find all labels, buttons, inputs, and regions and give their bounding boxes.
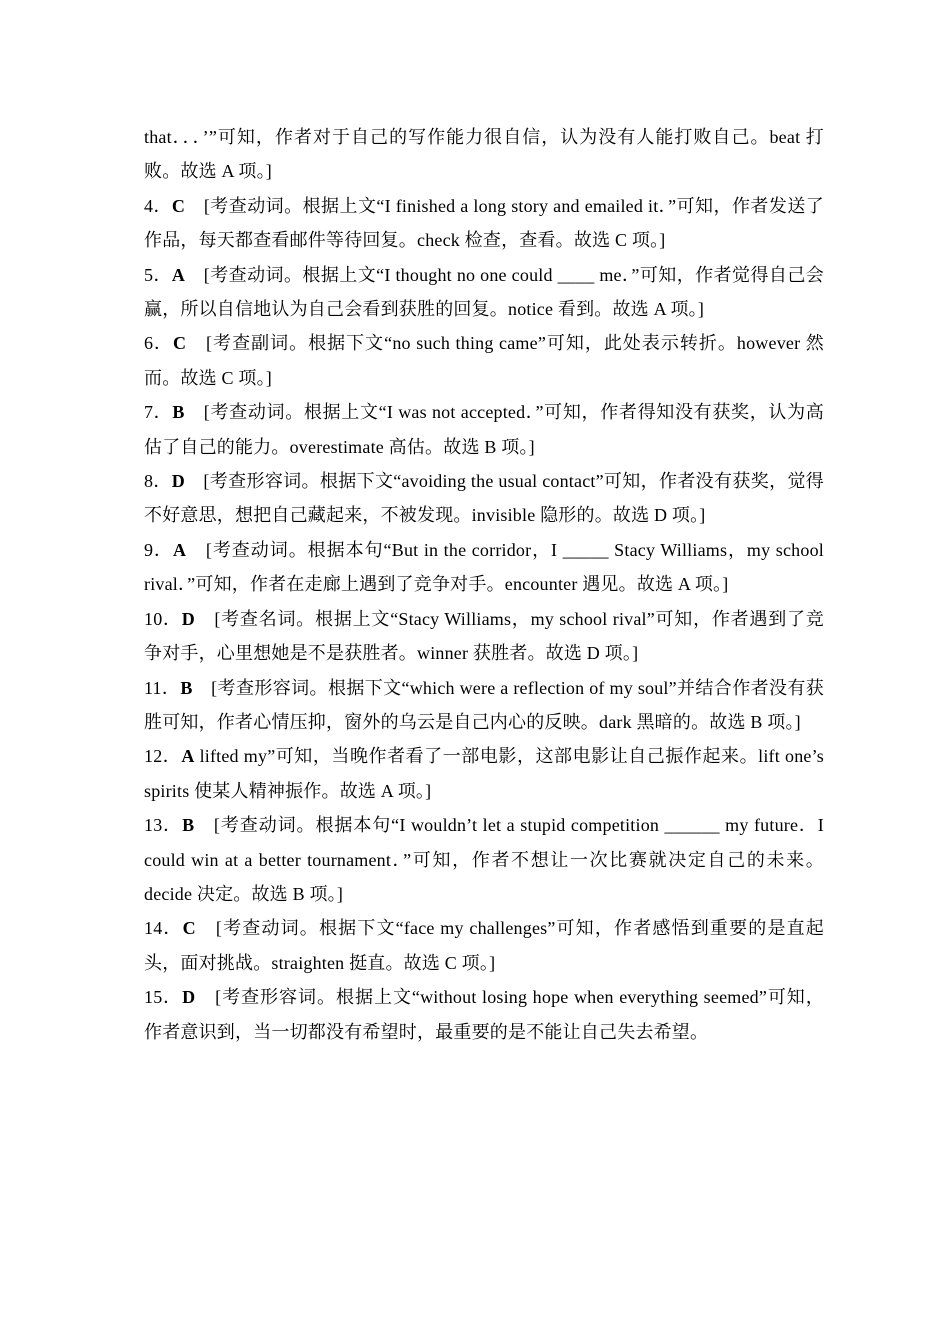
explanation-paragraph bbox=[144, 739, 824, 808]
answer-letter: A bbox=[171, 264, 186, 285]
paragraph-text: lifted my”可知，当晚作者看了一部电影，这部电影让自己振作起来。lift one’s spirits 使某人精神振作。故选 A 项。] bbox=[144, 746, 824, 801]
answer-letter: D bbox=[171, 471, 185, 492]
explanation-paragraph bbox=[144, 120, 824, 189]
question-number: 12． bbox=[144, 746, 182, 767]
paragraph-text: [考查动词。根据本句“But in the corridor，I _____ Stacy Williams，my school rival．”可知，作者在走廊上遇到了竞争对手。encounter 遇见。故选 A 项。] bbox=[144, 539, 824, 595]
paragraph-text: [考查动词。根据上文“I thought no one could ____ me．”可知，作者觉得自己会赢，所以自信地认为自己会看到获胜的回复。notice 看到。故选 A 项。] bbox=[144, 264, 824, 320]
explanation-paragraph bbox=[144, 395, 824, 464]
explanation-paragraph bbox=[144, 326, 824, 395]
paragraph-text: that．．．’”可知，作者对于自己的写作能力很自信，认为没有人能打败自己。beat 打败。故选 A 项。] bbox=[144, 127, 824, 182]
answer-letter: D bbox=[182, 987, 196, 1008]
question-number: 8． bbox=[144, 471, 172, 492]
explanation-paragraph bbox=[144, 464, 824, 533]
paragraph-text: [考查形容词。根据上文“without losing hope when everything seemed”可知，作者意识到，当一切都没有希望时，最重要的是不能让自己失去希望。 bbox=[144, 987, 824, 1042]
question-number: 10． bbox=[144, 608, 182, 629]
answer-letter: A bbox=[172, 539, 187, 560]
paragraph-text: [考查动词。根据下文“face my challenges”可知，作者感悟到重要的是直起头，面对挑战。straighten 挺直。故选 C 项。] bbox=[144, 918, 824, 973]
paragraph-text: [考查形容词。根据下文“avoiding the usual contact”可知，作者没有获奖，觉得不好意思，想把自己藏起来，不被发现。invisible 隐形的。故选 D 项。] bbox=[144, 471, 824, 526]
answer-letter: B bbox=[180, 677, 193, 698]
explanation-paragraph bbox=[144, 808, 824, 911]
question-number: 5． bbox=[144, 264, 172, 285]
explanation-paragraph bbox=[144, 980, 824, 1049]
paragraph-text: [考查动词。根据上文“I was not accepted．”可知，作者得知没有获奖，认为高估了自己的能力。overestimate 高估。故选 B 项。] bbox=[144, 402, 824, 457]
question-number: 6． bbox=[144, 333, 174, 354]
explanation-paragraph bbox=[144, 671, 824, 740]
answer-letter: D bbox=[181, 608, 195, 629]
question-number: 13． bbox=[144, 815, 183, 836]
explanation-paragraph bbox=[144, 258, 824, 327]
question-number: 14． bbox=[144, 918, 183, 939]
explanation-paragraph bbox=[144, 911, 824, 980]
explanation-paragraph bbox=[144, 189, 824, 258]
answer-letter: A bbox=[181, 746, 195, 767]
paragraph-text: [考查动词。根据本句“I wouldn’t let a stupid competition ______ my future．I could win at a better tournament．”可知，作者不想让一次比赛就决定自己的未来。decide 决定。故选 B 项。] bbox=[144, 815, 824, 904]
answer-letter: C bbox=[182, 918, 196, 939]
answer-letter: C bbox=[171, 195, 186, 216]
question-number: 11． bbox=[144, 677, 181, 698]
answer-letter: C bbox=[173, 333, 187, 354]
paragraph-text: [考查副词。根据下文“no such thing came”可知，此处表示转折。however 然而。故选 C 项。] bbox=[144, 333, 824, 388]
paragraph-text: [考查名词。根据上文“Stacy Williams，my school rival”可知，作者遇到了竞争对手，心里想她是不是获胜者。winner 获胜者。故选 D 项。] bbox=[144, 608, 824, 664]
question-number: 4． bbox=[144, 195, 172, 216]
paragraph-text: [考查形容词。根据下文“which were a reflection of my soul”并结合作者没有获胜可知，作者心情压抑，窗外的乌云是自己内心的反映。dark 黑暗的。故选 B 项。] bbox=[144, 677, 824, 732]
paragraph-text: [考查动词。根据上文“I finished a long story and emailed it．”可知，作者发送了作品，每天都查看邮件等待回复。check 检查，查看。故选 C 项。] bbox=[144, 195, 824, 251]
explanation-paragraph bbox=[144, 533, 824, 602]
question-number: 9． bbox=[144, 539, 173, 560]
answer-letter: B bbox=[182, 815, 195, 836]
question-number: 7． bbox=[144, 402, 173, 423]
question-number: 15． bbox=[144, 987, 183, 1008]
answer-explanations bbox=[144, 120, 824, 1049]
answer-letter: B bbox=[172, 402, 185, 423]
explanation-paragraph bbox=[144, 602, 824, 671]
